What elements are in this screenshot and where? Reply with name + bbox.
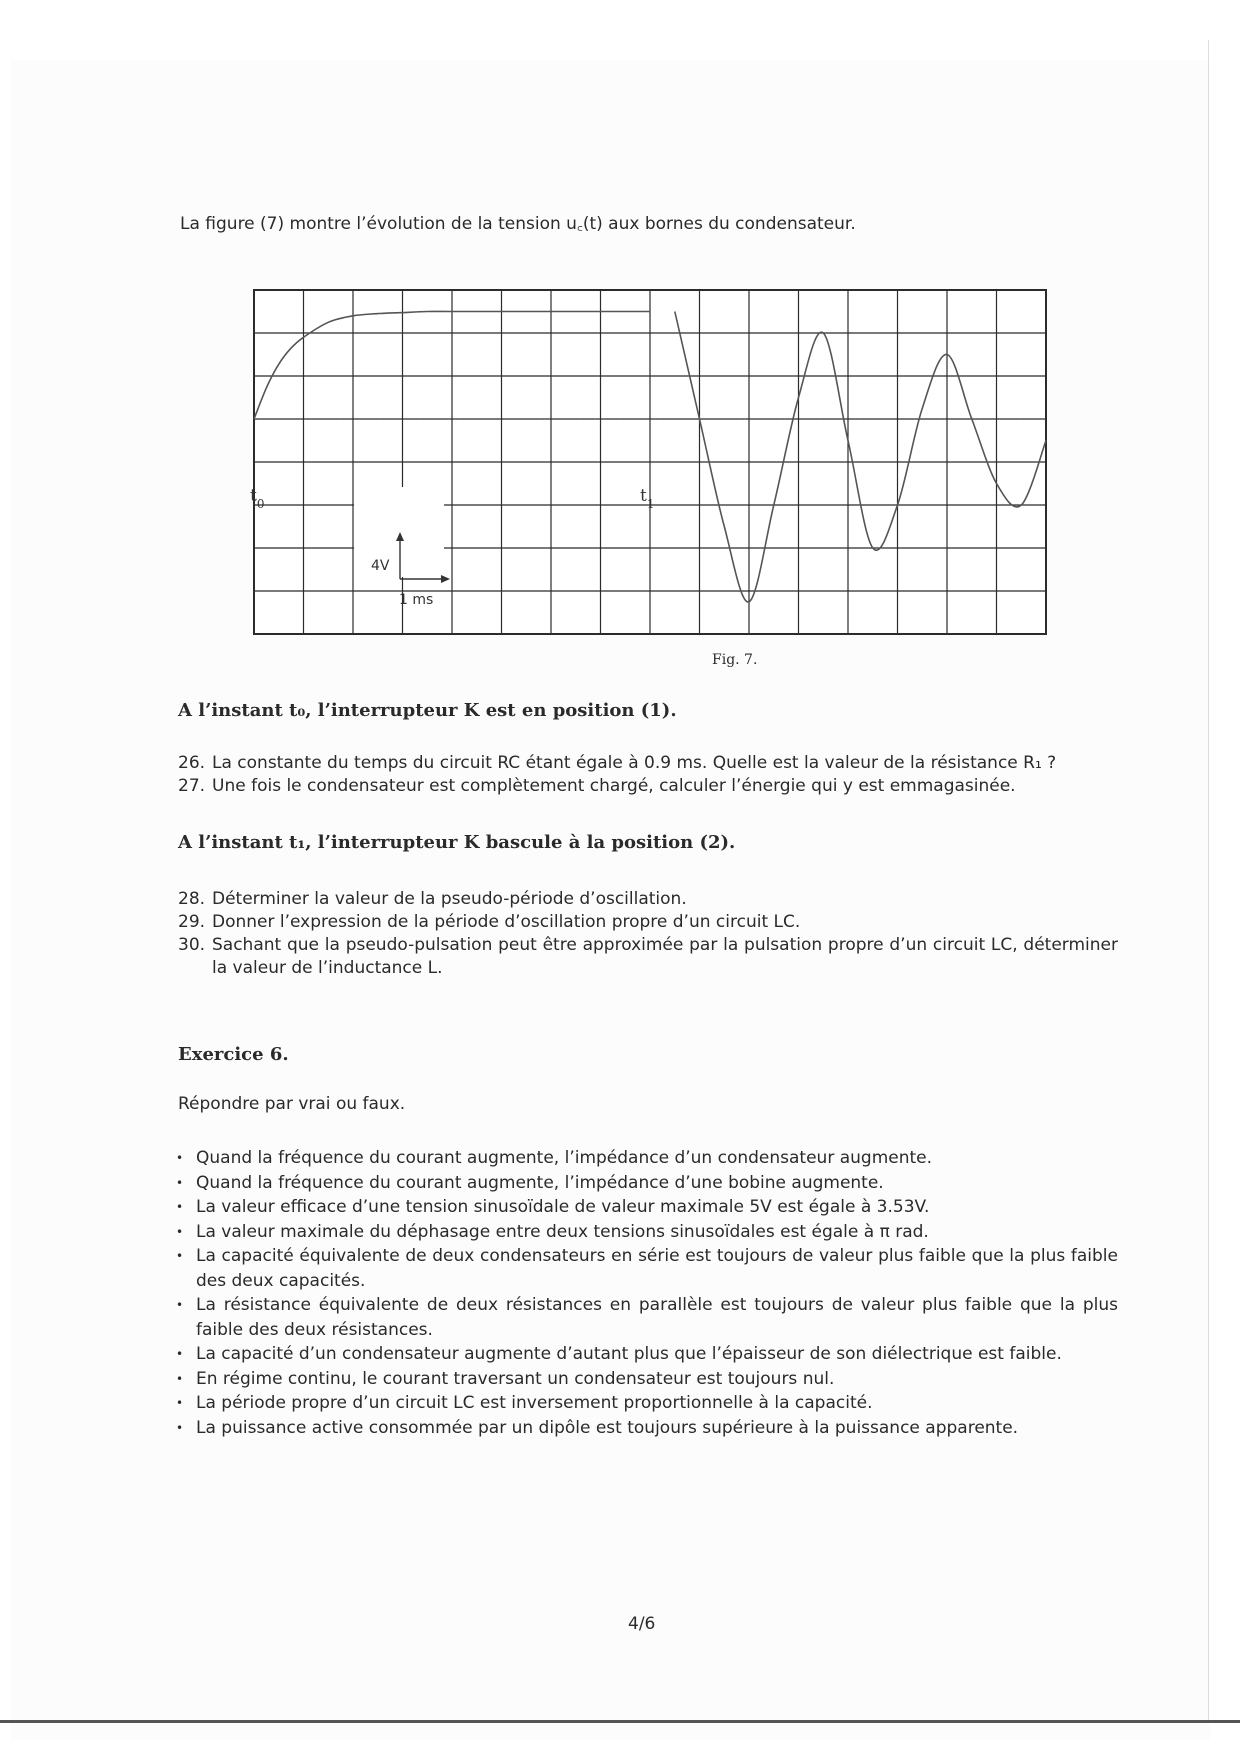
question-item: 28. Déterminer la valeur de la pseudo-période d’oscillation. [178, 889, 687, 909]
section-heading-position-2: A l’instant t₁, l’interrupteur K bascule à la position (2). [178, 832, 736, 853]
question-item: 30. Sachant que la pseudo-pulsation peut être approximée par la pulsation propre d’un circuit LC, déterminer la valeur de l’inductance L. [178, 935, 1118, 978]
scan-edge-line [1208, 40, 1209, 1720]
question-list-section-1 [178, 752, 1108, 798]
exercise-instruction: Répondre par vrai ou faux. [178, 1094, 406, 1114]
scale-indicator-box [354, 487, 444, 577]
figure-intro-text: La figure (7) montre l’évolution de la tension u꜀(t) aux bornes du condensateur. [180, 214, 856, 234]
true-false-list [176, 1146, 1118, 1440]
question-item: 26. La constante du temps du circuit RC étant égale à 0.9 ms. Quelle est la valeur de la résistance R₁ ? [178, 753, 1057, 773]
exercise-heading: Exercice 6. [178, 1044, 289, 1065]
figure-caption: Fig. 7. [712, 652, 758, 668]
t0-label: $t_0$ [250, 486, 265, 511]
oscilloscope-figure [250, 287, 1050, 637]
t1-label: $t_1$ [640, 486, 655, 511]
oscilloscope-screen [250, 287, 1050, 637]
list-item: • La période propre d’un circuit LC est inversement proportionnelle à la capacité. [176, 1393, 873, 1413]
question-list-section-2 [178, 888, 1118, 980]
list-item: • La valeur maximale du déphasage entre deux tensions sinusoïdales est égale à π rad. [176, 1221, 929, 1242]
list-item: • La résistance équivalente de deux résistances en parallèle est toujours de valeur plus faible que la plus faible des deux résistances. [176, 1295, 1118, 1340]
page-number: 4/6 [628, 1614, 656, 1634]
list-item: • La valeur efficace d’une tension sinusoïdale de valeur maximale 5V est égale à 3.53V. [176, 1197, 930, 1217]
question-item: 27. Une fois le condensateur est complètement chargé, calculer l’énergie qui y est emmagasinée. [178, 776, 1016, 796]
list-item: • Quand la fréquence du courant augmente, l’impédance d’un condensateur augmente. [176, 1148, 933, 1168]
voltage-scale-label: 4V [371, 558, 390, 574]
list-item: • La capacité d’un condensateur augmente d’autant plus que l’épaisseur de son diélectrique est faible. [176, 1344, 1062, 1364]
list-item: • Quand la fréquence du courant augmente, l’impédance d’une bobine augmente. [176, 1172, 884, 1193]
list-item: • La puissance active consommée par un dipôle est toujours supérieure à la puissance apparente. [176, 1417, 1019, 1438]
scan-bottom-line [0, 1720, 1240, 1723]
section-heading-position-1: A l’instant t₀, l’interrupteur K est en position (1). [178, 700, 677, 721]
time-scale-label: 1 ms [399, 592, 434, 608]
list-item: • En régime continu, le courant traversant un condensateur est toujours nul. [176, 1368, 835, 1389]
question-item: 29. Donner l’expression de la période d’oscillation propre d’un circuit LC. [178, 912, 801, 932]
list-item: • La capacité équivalente de deux condensateurs en série est toujours de valeur plus faible que la plus faible des deux capacités. [176, 1246, 1118, 1291]
